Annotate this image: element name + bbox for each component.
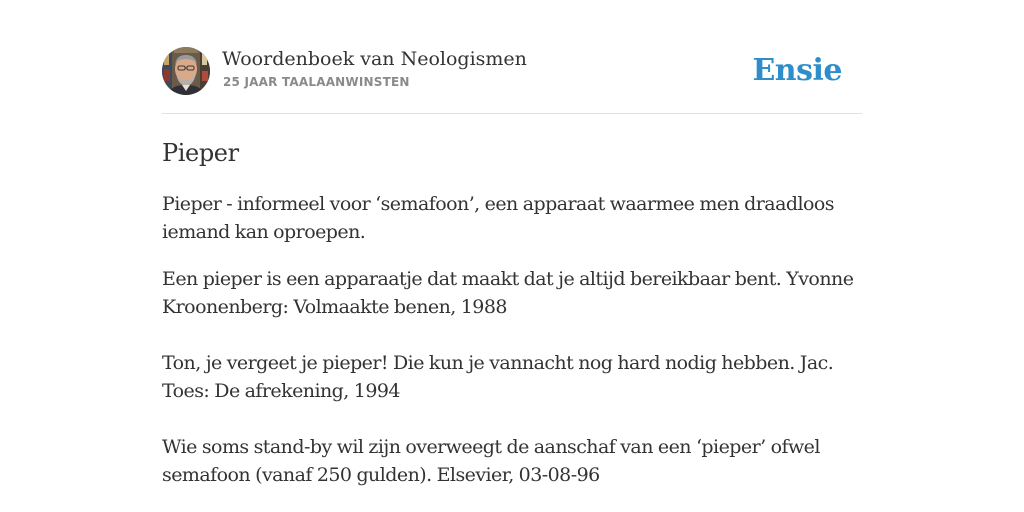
- author-avatar[interactable]: [162, 47, 210, 95]
- entry-definition: Pieper - informeel voor ‘semafoon’, een apparaat waarmee men draadloos iemand kan oproepen.: [162, 193, 834, 243]
- source-subtitle: 25 JAAR TAALAANWINSTEN: [223, 75, 410, 89]
- author-portrait-icon: [162, 47, 210, 95]
- header-divider: [162, 113, 862, 114]
- entry-card: [162, 0, 862, 512]
- source-title[interactable]: Woordenboek van Neologismen: [222, 48, 527, 70]
- entry-header: [162, 47, 862, 95]
- entry-quote: Wie soms stand-by wil zijn overweegt de aanschaf van een ‘pieper’ ofwel semafoon (vanaf 250 gulden). Elsevier, 03-08-96: [162, 436, 820, 486]
- ensie-logo[interactable]: Ensie: [752, 53, 842, 88]
- entry-quote: Een pieper is een apparaatje dat maakt dat je altijd bereikbaar bent. Yvonne Kroonenberg: Volmaakte benen, 1988: [162, 268, 854, 318]
- entry-quote: Ton, je vergeet je pieper! Die kun je vannacht nog hard nodig hebben. Jac. Toes: De afrekening, 1994: [162, 352, 834, 402]
- entry-title: Pieper: [162, 139, 239, 167]
